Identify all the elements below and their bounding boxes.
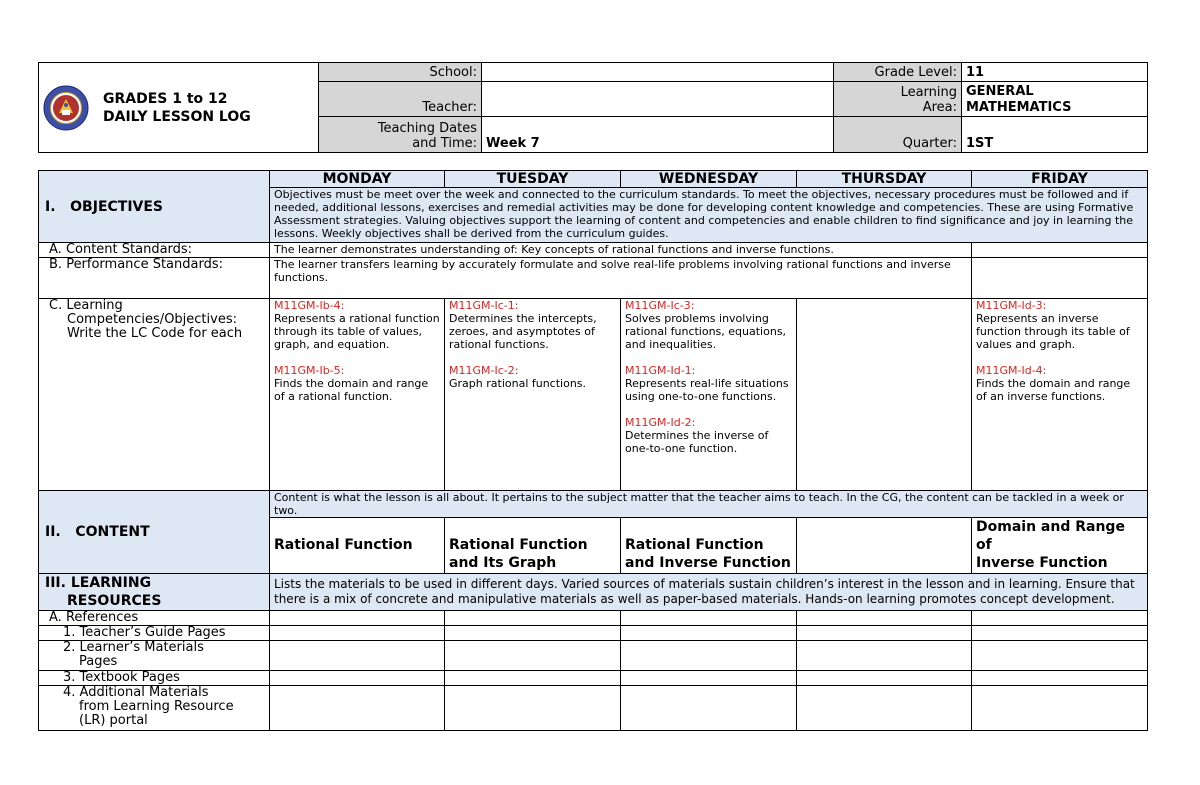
competency-monday[interactable]: M11GM-Ib-4: Represents a rational function through its table of values, graph, and equation. M11GM-Ib-5: Finds the domain and range of a rational function. (270, 299, 445, 491)
learning-area-label: Learning Area: (834, 82, 962, 117)
school-field[interactable] (482, 63, 834, 82)
quarter-label: Quarter: (834, 117, 962, 153)
references-tuesday[interactable] (445, 611, 621, 626)
teacher-label: Teacher: (319, 82, 482, 117)
am-monday[interactable] (270, 686, 445, 731)
learners-materials-label: 2. Learner’s Materials Pages (39, 641, 270, 671)
references-label: A. References (39, 611, 270, 626)
day-wednesday: WEDNESDAY (621, 171, 797, 188)
competency-thursday[interactable] (797, 299, 972, 491)
am-friday[interactable] (972, 686, 1148, 731)
tb-monday[interactable] (270, 671, 445, 686)
learning-area-field[interactable]: GENERAL MATHEMATICS (962, 82, 1148, 117)
teachers-guide-label: 1. Teacher’s Guide Pages (39, 626, 270, 641)
lm-thursday[interactable] (797, 641, 972, 671)
content-wednesday[interactable]: Rational Function and Inverse Function (621, 518, 797, 574)
deped-seal-icon (43, 85, 89, 131)
tb-wednesday[interactable] (621, 671, 797, 686)
objectives-heading: I. OBJECTIVES (39, 171, 270, 243)
lm-monday[interactable] (270, 641, 445, 671)
content-monday[interactable]: Rational Function (270, 518, 445, 574)
performance-standards-friday[interactable] (972, 258, 1148, 299)
logo-title-cell (39, 63, 319, 153)
grade-level-label: Grade Level: (834, 63, 962, 82)
day-monday: MONDAY (270, 171, 445, 188)
learning-resources-heading: III. LEARNING RESOURCES (39, 574, 270, 611)
content-standards-friday[interactable] (972, 243, 1148, 258)
tb-tuesday[interactable] (445, 671, 621, 686)
learning-resources-description: Lists the materials to be used in different days. Varied sources of materials sustain children’s interest in the lesson and in learning. Ensure that there is a mix of concrete and manipulative materials as well as paper-based materials. Hands-on learning promotes concept development. (270, 574, 1148, 611)
competency-tuesday[interactable]: M11GM-Ic-1: Determines the intercepts, zeroes, and asymptotes of rational functions. M11GM-Ic-2: Graph rational functions. (445, 299, 621, 491)
tg-wednesday[interactable] (621, 626, 797, 641)
tb-friday[interactable] (972, 671, 1148, 686)
day-thursday: THURSDAY (797, 171, 972, 188)
school-label: School: (319, 63, 482, 82)
am-thursday[interactable] (797, 686, 972, 731)
references-friday[interactable] (972, 611, 1148, 626)
tb-thursday[interactable] (797, 671, 972, 686)
references-wednesday[interactable] (621, 611, 797, 626)
tg-tuesday[interactable] (445, 626, 621, 641)
content-heading: II. CONTENT (39, 491, 270, 574)
teaching-dates-field[interactable]: Week 7 (482, 117, 834, 153)
lm-wednesday[interactable] (621, 641, 797, 671)
lm-friday[interactable] (972, 641, 1148, 671)
tg-monday[interactable] (270, 626, 445, 641)
am-wednesday[interactable] (621, 686, 797, 731)
performance-standards-label: B. Performance Standards: (39, 258, 270, 299)
tg-friday[interactable] (972, 626, 1148, 641)
references-monday[interactable] (270, 611, 445, 626)
lesson-log-table (38, 170, 1148, 731)
additional-materials-label: 4. Additional Materials from Learning Resource (LR) portal (39, 686, 270, 731)
tg-thursday[interactable] (797, 626, 972, 641)
lm-tuesday[interactable] (445, 641, 621, 671)
competency-friday[interactable]: M11GM-Id-3: Represents an inverse function through its table of values and graph. M11GM-Id-4: Finds the domain and range of an inverse functions. (972, 299, 1148, 491)
content-description: Content is what the lesson is all about. It pertains to the subject matter that the teacher aims to teach. In the CG, the content can be tackled in a week or two. (270, 491, 1148, 518)
quarter-field[interactable]: 1ST (962, 117, 1148, 153)
teaching-dates-label: Teaching Dates and Time: (319, 117, 482, 153)
content-standards-text: The learner demonstrates understanding of: Key concepts of rational functions and inverse functions. (270, 243, 972, 258)
day-tuesday: TUESDAY (445, 171, 621, 188)
competencies-label: C. Learning Competencies/Objectives: Write the LC Code for each (39, 299, 270, 491)
references-thursday[interactable] (797, 611, 972, 626)
am-tuesday[interactable] (445, 686, 621, 731)
content-standards-label: A. Content Standards: (39, 243, 270, 258)
textbook-pages-label: 3. Textbook Pages (39, 671, 270, 686)
day-friday: FRIDAY (972, 171, 1148, 188)
grade-level-field[interactable]: 11 (962, 63, 1148, 82)
competency-wednesday[interactable]: M11GM-Ic-3: Solves problems involving rational functions, equations, and inequalities. M11GM-Id-1: Represents real-life situations using one-to-one functions. M11GM-Id-2: Determines the inverse of one-to-one function. (621, 299, 797, 491)
performance-standards-text: The learner transfers learning by accurately formulate and solve real-life problems involving rational functions and inverse functions. (270, 258, 972, 299)
objectives-description: Objectives must be meet over the week and connected to the curriculum standards. To meet the objectives, necessary procedures must be followed and if needed, additional lessons, exercises and remedial activities may be done for developing content knowledge and competencies. These are using Formative Assessment strategies. Valuing objectives support the learning of content and competencies and enable children to find significance and joy in learning the lessons. Weekly objectives shall be derived from the curriculum guides. (270, 188, 1148, 243)
title-daily-lesson-log: DAILY LESSON LOG (103, 108, 251, 125)
header-table (38, 62, 1148, 153)
content-tuesday[interactable]: Rational Function and Its Graph (445, 518, 621, 574)
content-friday[interactable]: Domain and Range of Inverse Function (972, 518, 1148, 574)
teacher-field[interactable] (482, 82, 834, 117)
title-grades: GRADES 1 to 12 (103, 90, 228, 107)
content-thursday[interactable] (797, 518, 972, 574)
